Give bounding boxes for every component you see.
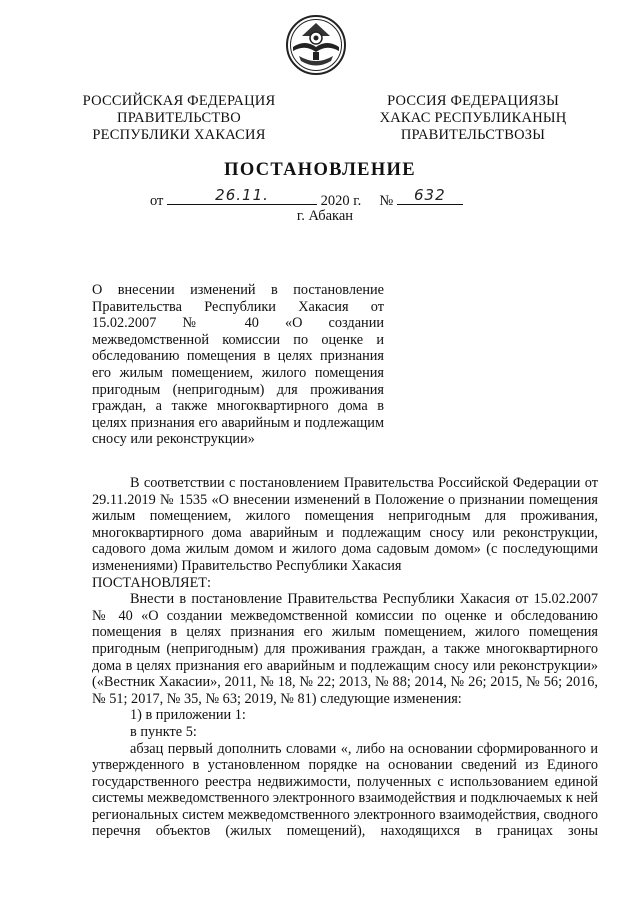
decree-word: ПОСТАНОВЛЯЕТ: — [92, 574, 212, 591]
header-right-line: ХАКАС РЕСПУБЛИКАНЫҢ — [379, 110, 567, 126]
document-subject: О внесении изменений в постановление Правительства Республики Хакасия от 15.02.2007 № 40 «О создании межведомственной комиссии по оценке и обследованию помещения в целях признания его жилым помещением, жилого помещения пригодным (непригодным) для проживания граждан, а также многоквартирного дома в целях признания его аварийным и подлежащим сносу или реконструкции» — [92, 282, 384, 448]
date-prefix: от — [150, 193, 164, 209]
date-blank — [167, 186, 317, 205]
number-blank — [397, 186, 463, 205]
header-left-block — [74, 93, 284, 144]
body-paragraph: Внести в постановление Правительства Республики Хакасия от 15.02.2007 № 40 «О создании межведомственной комиссии по оценке и обследованию помещения в целях признания его жилым помещением, жилого помещения пригодным (непригодным) для проживания граждан, а также многоквартирного дома в целях признания его аварийным и подлежащим сносу или реконструкции» («Вестник Хакасии», 2011, № 18, № 22; 2013, № 88; 2014, № 26; 2015, № 56; 2016, № 51; 2017, № 35, № 63; 2019, № 81) следующие изменения: — [92, 591, 598, 707]
header-left-line: РОССИЙСКАЯ ФЕДЕРАЦИЯ — [82, 93, 276, 109]
number-sign: № — [379, 193, 394, 209]
header-right-line: РОССИЯ ФЕДЕРАЦИЯЗЫ — [387, 93, 559, 109]
document-body — [92, 475, 598, 840]
body-paragraph: абзац первый дополнить словами «, либо на основании сформированного и утвержденного в установленном порядке на основании сведений из Единого государственного реестра недвижимости, полученных с использованием единой системы межведомственного электронного взаимодействия и подключаемых к ней региональных систем межведомственного электронного взаимодействия, сводного перечня объектов (жилых помещений), находящихся в границах зоны — [92, 740, 598, 840]
header-right-line: ПРАВИТЕЛЬСТВОЗЫ — [400, 127, 546, 143]
date-line — [150, 186, 463, 210]
header-left-line: РЕСПУБЛИКИ ХАКАСИЯ — [92, 127, 266, 143]
header-right-block — [368, 93, 578, 144]
document-title: ПОСТАНОВЛЕНИЕ — [224, 160, 416, 180]
coat-of-arms-icon — [285, 14, 347, 76]
list-item: в пункте 5: — [130, 723, 197, 740]
header-left-line: ПРАВИТЕЛЬСТВО — [117, 110, 241, 126]
body-paragraph: В соответствии с постановлением Правительства Российской Федерации от 29.11.2019 № 1535 «О внесении изменений в Положение о признании помещения жилым помещением, жилого помещения непригодным для проживания, многоквартирного дома аварийным и подлежащим сносу или реконструкции, садового дома жилым домом и жилого дома садовым домом» (с последующими изменениями) Правительство Республики Хакасия — [92, 475, 598, 574]
handwritten-number: 632 — [413, 186, 446, 204]
year: 2020 г. — [320, 193, 362, 209]
list-item: 1) в приложении 1: — [130, 707, 246, 724]
city: г. Абакан — [296, 208, 354, 224]
handwritten-date: 26.11. — [215, 186, 269, 204]
